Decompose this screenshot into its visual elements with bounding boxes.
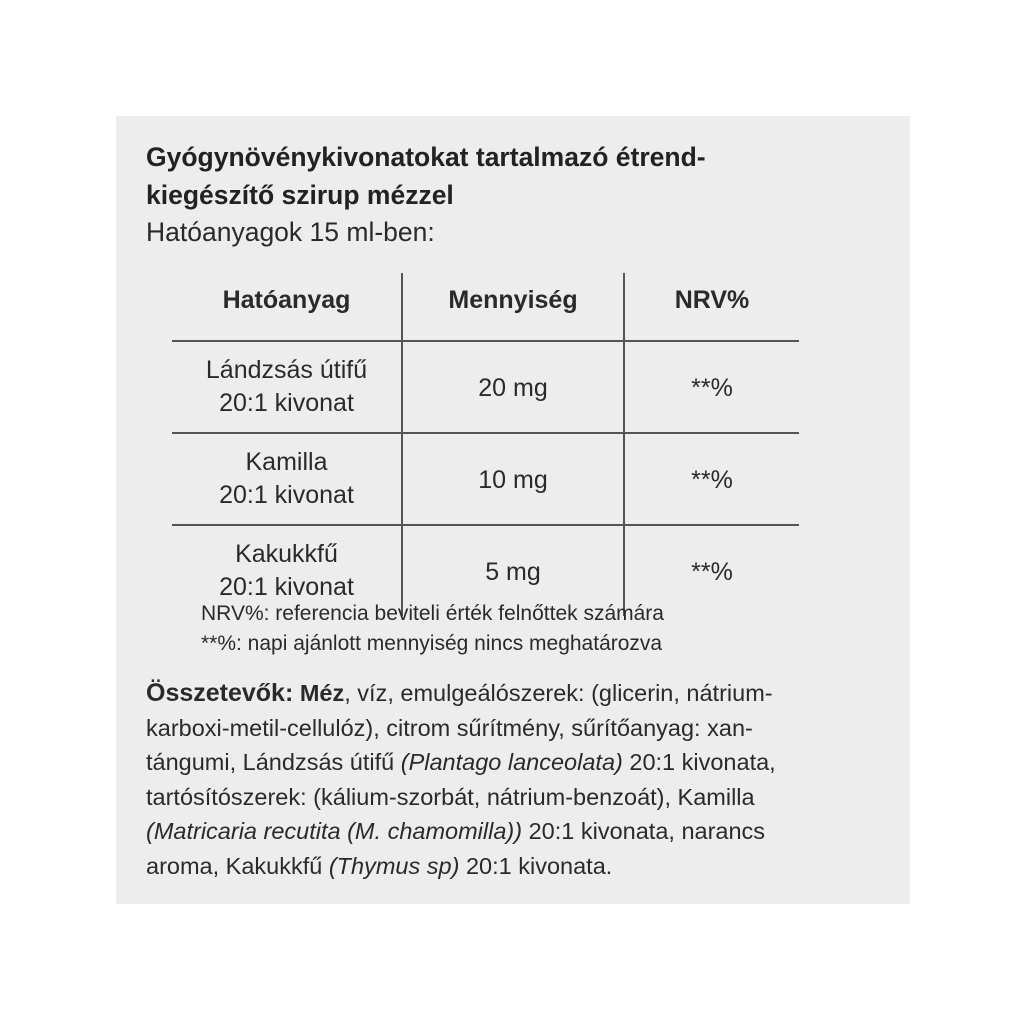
ingredients-line-4: tartósítószerek: (kálium-szorbát, nátrium-benzoát), Kamilla xyxy=(146,783,755,810)
latin-name: (Matricaria recutita (M. chamomilla)) xyxy=(146,818,523,844)
table-row xyxy=(172,341,799,433)
ingredients-heading: Összetevők: xyxy=(146,679,294,707)
ingredient-amount: 5 mg xyxy=(402,525,624,616)
product-label-panel xyxy=(116,116,910,904)
ingredient-name: Lándzsás útifű xyxy=(205,356,368,384)
ingredient-nrv: **% xyxy=(691,557,733,586)
ingredient-name: Kakukkfű xyxy=(235,540,338,568)
footnote-nrv: NRV%: referencia beviteli érték felnőttek számára xyxy=(201,602,664,625)
ingredients-line-6 xyxy=(146,849,886,884)
label-content xyxy=(146,138,876,879)
ingredients-line-1 xyxy=(146,676,886,711)
table-row xyxy=(172,433,799,525)
column-header-ingredient: Hatóanyag xyxy=(172,273,402,341)
ingredient-extract-ratio: 20:1 kivonat xyxy=(219,573,354,601)
product-title-line-2: kiegészítő szirup mézzel xyxy=(146,180,454,210)
ingredient-extract-ratio: 20:1 kivonat xyxy=(219,481,354,509)
ingredients-line-3 xyxy=(146,745,886,780)
ingredient-name-cell xyxy=(172,433,402,525)
ingredients-text: 20:1 kivonata. xyxy=(459,852,613,879)
ingredient-name-cell xyxy=(172,341,402,433)
column-header-amount: Mennyiség xyxy=(402,273,624,341)
table-header-row xyxy=(172,273,799,341)
ingredient-amount: 10 mg xyxy=(402,433,624,525)
ingredient-honey: Méz xyxy=(299,680,345,706)
ingredient-amount: 20 mg xyxy=(402,341,624,433)
ingredients-line-5 xyxy=(146,814,886,849)
ingredient-name: Kamilla xyxy=(245,448,328,476)
latin-name: (Thymus sp) xyxy=(328,852,460,879)
column-header-nrv: NRV% xyxy=(624,273,799,341)
table-footnotes xyxy=(201,599,664,659)
ingredients-paragraph xyxy=(146,676,886,883)
ingredient-nrv: **% xyxy=(624,433,799,525)
ingredients-text: aroma, Kakukkfű xyxy=(146,852,329,879)
footnote-not-determined: **%: napi ajánlott mennyiség nincs meghatározva xyxy=(201,632,663,655)
product-title-line-1: Gyógynövénykivonatokat tartalmazó étrend- xyxy=(146,142,706,172)
ingredients-text: tángumi, Lándzsás útifű xyxy=(146,749,401,775)
latin-name: (Plantago lanceolata) xyxy=(400,749,623,775)
ingredient-nrv: **% xyxy=(624,341,799,433)
active-ingredients-table xyxy=(172,273,799,616)
ingredients-text: , víz, emulgeálószerek: (glicerin, nátrium- xyxy=(344,680,773,706)
active-ingredients-subtitle: Hatóanyagok 15 ml-ben: xyxy=(146,217,435,247)
ingredient-extract-ratio: 20:1 kivonat xyxy=(219,389,354,417)
ingredients-text: 20:1 kivonata, narancs xyxy=(522,818,766,844)
ingredients-line-2: karboxi-metil-cellulóz), citrom sűrítmény, sűrítőanyag: xan- xyxy=(146,714,753,741)
ingredients-text: 20:1 kivonata, xyxy=(622,749,776,775)
